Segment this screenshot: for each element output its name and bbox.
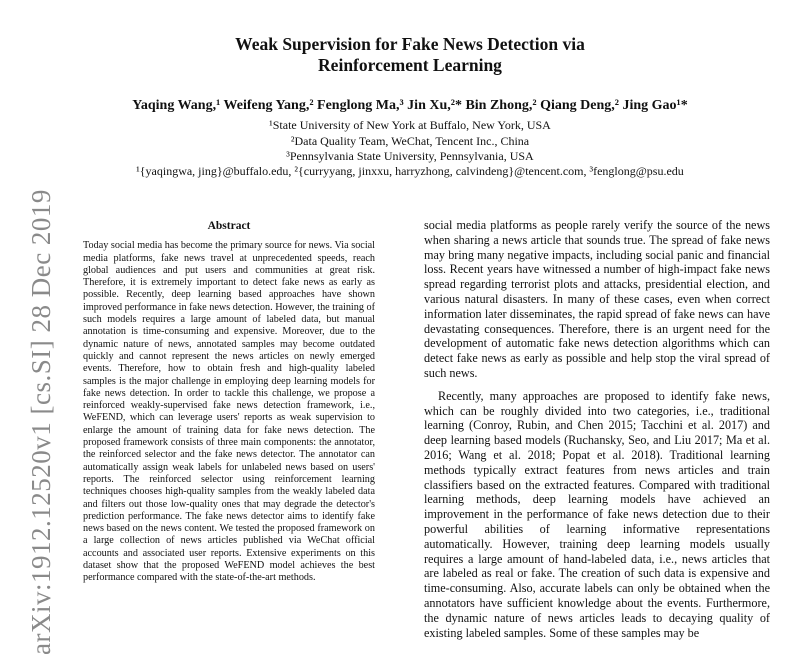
left-column — [83, 220, 375, 585]
arxiv-side-stamp: arXiv:1912.12520v1 [cs.SI] 28 Dec 2019 — [26, 189, 56, 655]
affiliations — [80, 118, 740, 165]
paper-title — [120, 34, 700, 76]
affiliation-3: ³Pennsylvania State University, Pennsylvania, USA — [286, 149, 534, 163]
abstract-heading: Abstract — [207, 220, 251, 232]
author-emails: ¹{yaqingwa, jing}@buffalo.edu, ²{curryyang, jinxxu, harryzhong, calvindeng}@tencent.com, ³fenglong@psu.edu — [136, 164, 684, 178]
affiliation-2: ²Data Quality Team, WeChat, Tencent Inc., China — [290, 133, 530, 148]
intro-paragraph-2: Recently, many approaches are proposed to identify fake news, which can be roughly divided into two categories, i.e., traditional learning (Conroy, Rubin, and Chen 2015; Tacchini et al. 2017) and deep learning based models (Ruchansky, Seo, and Liu 2017; Ma et al. 2016; Wang et al. 2018; Popat et al. 2018). Traditional learning methods typically extract features from news articles and train classifiers based on the extracted features. Compared with traditional learning methods, deep learning models have achieved an improvement in the performance of fake news detection due to their powerful abilities of learning informative representations automatically. However, training deep learning models usually requires a large amount of hand-labeled data, i.e., news articles that are labeled as real or fake. The creation of such data is expensive and time-consuming. Also, accurate labels can only be obtained when the annotators have sufficient knowledge about the events. Furthermore, the dynamic nature of news articles leads to decaying quality of existing labeled samples. Some of these samples may be — [424, 388, 770, 640]
affiliation-1: ¹State University of New York at Buffalo, New York, USA — [269, 118, 551, 132]
abstract-text: Today social media has become the primary source for news. Via social media platforms, fake news travel at unprecedented speeds, reach global audiences and put users and communities at great risk. Therefore, it is extremely important to detect fake news as early as possible. Recently, deep learning based approaches have shown improved performance in fake news detection. However, the training of such models requires a large amount of labeled data, but manual annotation is time-consuming and expensive. Moreover, due to the dynamic nature of news, annotated samples may become outdated quickly and cannot represent the news articles on newly emerged events. Therefore, how to obtain fresh and high-quality labeled samples is the major challenge in employing deep learning models for fake news detection. In order to tackle this challenge, we propose a reinforced weakly-supervised fake news detection framework, i.e., WeFEND, which can leverage users' reports as weak supervision to enlarge the amount of training data for fake news detection. The proposed framework consists of three main components: the annotator, the reinforced selector and the fake news detector. The annotator can automatically assign weak labels for unlabeled news based on users' reports. The reinforced selector using reinforcement learning techniques chooses high-quality samples from the weakly labeled data and filters out those low-quality ones that may degrade the detector's prediction performance. The fake news detector aims to identify fake news based on the news content. We tested the proposed framework on a large collection of news articles published via WeChat official accounts and associated user reports. Extensive experiments on this dataset show that the proposed WeFEND model achieves the best performance compared with the state-of-the-art methods. — [83, 240, 375, 584]
intro-paragraph-1: social media platforms as people rarely verify the source of the news when sharing a news article that sounds true. The spread of fake news may bring many negative impacts, including social panic and financial loss. Recent years have witnessed a number of high-impact fake news spread regarding terrorist plots and attacks, presidential election, and various natural disasters. In many of these cases, even when correct information later disseminates, the rapid spread of fake news can have devastating consequences. Therefore, there is an urgent need for the development of automatic fake news detection algorithms which can detect fake news as early as possible and help stop the viral spread of such news. — [424, 218, 770, 380]
right-column — [424, 218, 770, 640]
title-line-1: Weak Supervision for Fake News Detection via — [235, 34, 585, 54]
author-list: Yaqing Wang,¹ Weifeng Yang,² Fenglong Ma,³ Jin Xu,²* Bin Zhong,² Qiang Deng,² Jing Gao¹* — [132, 98, 688, 113]
title-line-2: Reinforcement Learning — [318, 55, 502, 75]
